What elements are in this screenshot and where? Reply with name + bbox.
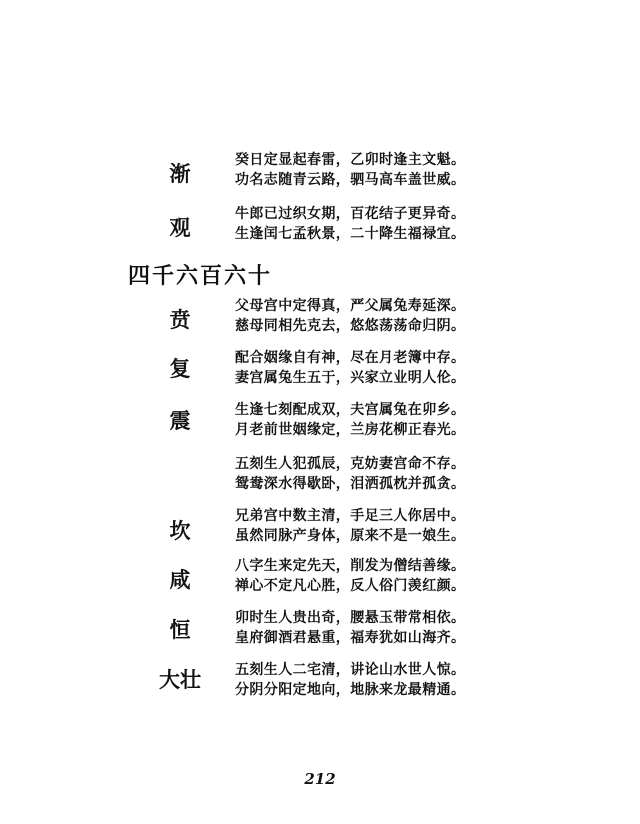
hexagram-label: 大壮: [159, 667, 201, 692]
hexagram-label: 震: [169, 408, 191, 433]
verse-line: 八字生来定先天，削发为僧结善缘。: [235, 558, 466, 574]
verse-block: [235, 506, 465, 546]
section-heading: 四千六百六十: [128, 263, 273, 289]
verse-line: 妻宫属兔生五于，兴家立业明人伦。: [235, 370, 466, 386]
verse-block: [235, 660, 465, 700]
verse-line: 生逢七刻配成双，夫宫属兔在卯乡。: [235, 402, 466, 418]
verse-line: 父母宫中定得真，严父属兔寿延深。: [235, 298, 466, 314]
verse-line: 兄弟宫中数主清，手足三人你居中。: [235, 508, 466, 524]
hexagram-label: 坎: [169, 518, 191, 543]
verse-line: 牛郎已过织女期，百花结子更异奇。: [235, 206, 466, 222]
hexagram-label: 复: [169, 356, 191, 381]
verse-line: 鸳鸯深水得歇卧，泪洒孤枕并孤贪。: [235, 476, 466, 492]
verse-line: 生逢闰七孟秋景，二十降生福禄宜。: [235, 226, 466, 242]
verse-line: 禅心不定凡心胜，反人俗门羡红颜。: [235, 578, 466, 594]
page-number: 212: [304, 770, 336, 788]
hexagram-label: 渐: [169, 161, 191, 186]
verse-line: 虽然同脉产身体，原来不是一娘生。: [235, 528, 466, 544]
verse-line: 五刻生人犯孤辰，克妨妻宫命不存。: [235, 456, 466, 472]
verse-line: 功名志随青云路，驷马高车盖世威。: [235, 172, 466, 188]
verse-block: [235, 296, 465, 336]
verse-block: [235, 204, 465, 244]
verse-block: [235, 556, 465, 596]
hexagram-label: 贲: [169, 307, 191, 332]
verse-block: [235, 348, 465, 388]
verse-line: 配合姻缘自有神，尽在月老簿中存。: [235, 350, 466, 366]
verse-line: 月老前世姻缘定，兰房花柳正春光。: [235, 422, 466, 438]
verse-line: 分阴分阳定地向，地脉来龙最精通。: [235, 682, 466, 698]
verse-block: [235, 608, 465, 648]
verse-line: 五刻生人二宅清，讲论山水世人惊。: [235, 662, 466, 678]
verse-block: [235, 454, 465, 494]
hexagram-label: 观: [169, 215, 191, 240]
verse-line: 癸日定显起春雷，乙卯时逢主文魁。: [235, 152, 466, 168]
verse-line: 卯时生人贵出奇，腰悬玉带常相依。: [235, 610, 466, 626]
verse-block: [235, 400, 465, 440]
hexagram-label: 恒: [169, 617, 191, 642]
hexagram-label: 咸: [169, 567, 191, 592]
verse-line: 慈母同相先克去，悠悠荡荡命归阴。: [235, 318, 466, 334]
verse-block: [235, 150, 465, 190]
verse-line: 皇府御酒君悬重，福寿犹如山海齐。: [235, 630, 466, 646]
